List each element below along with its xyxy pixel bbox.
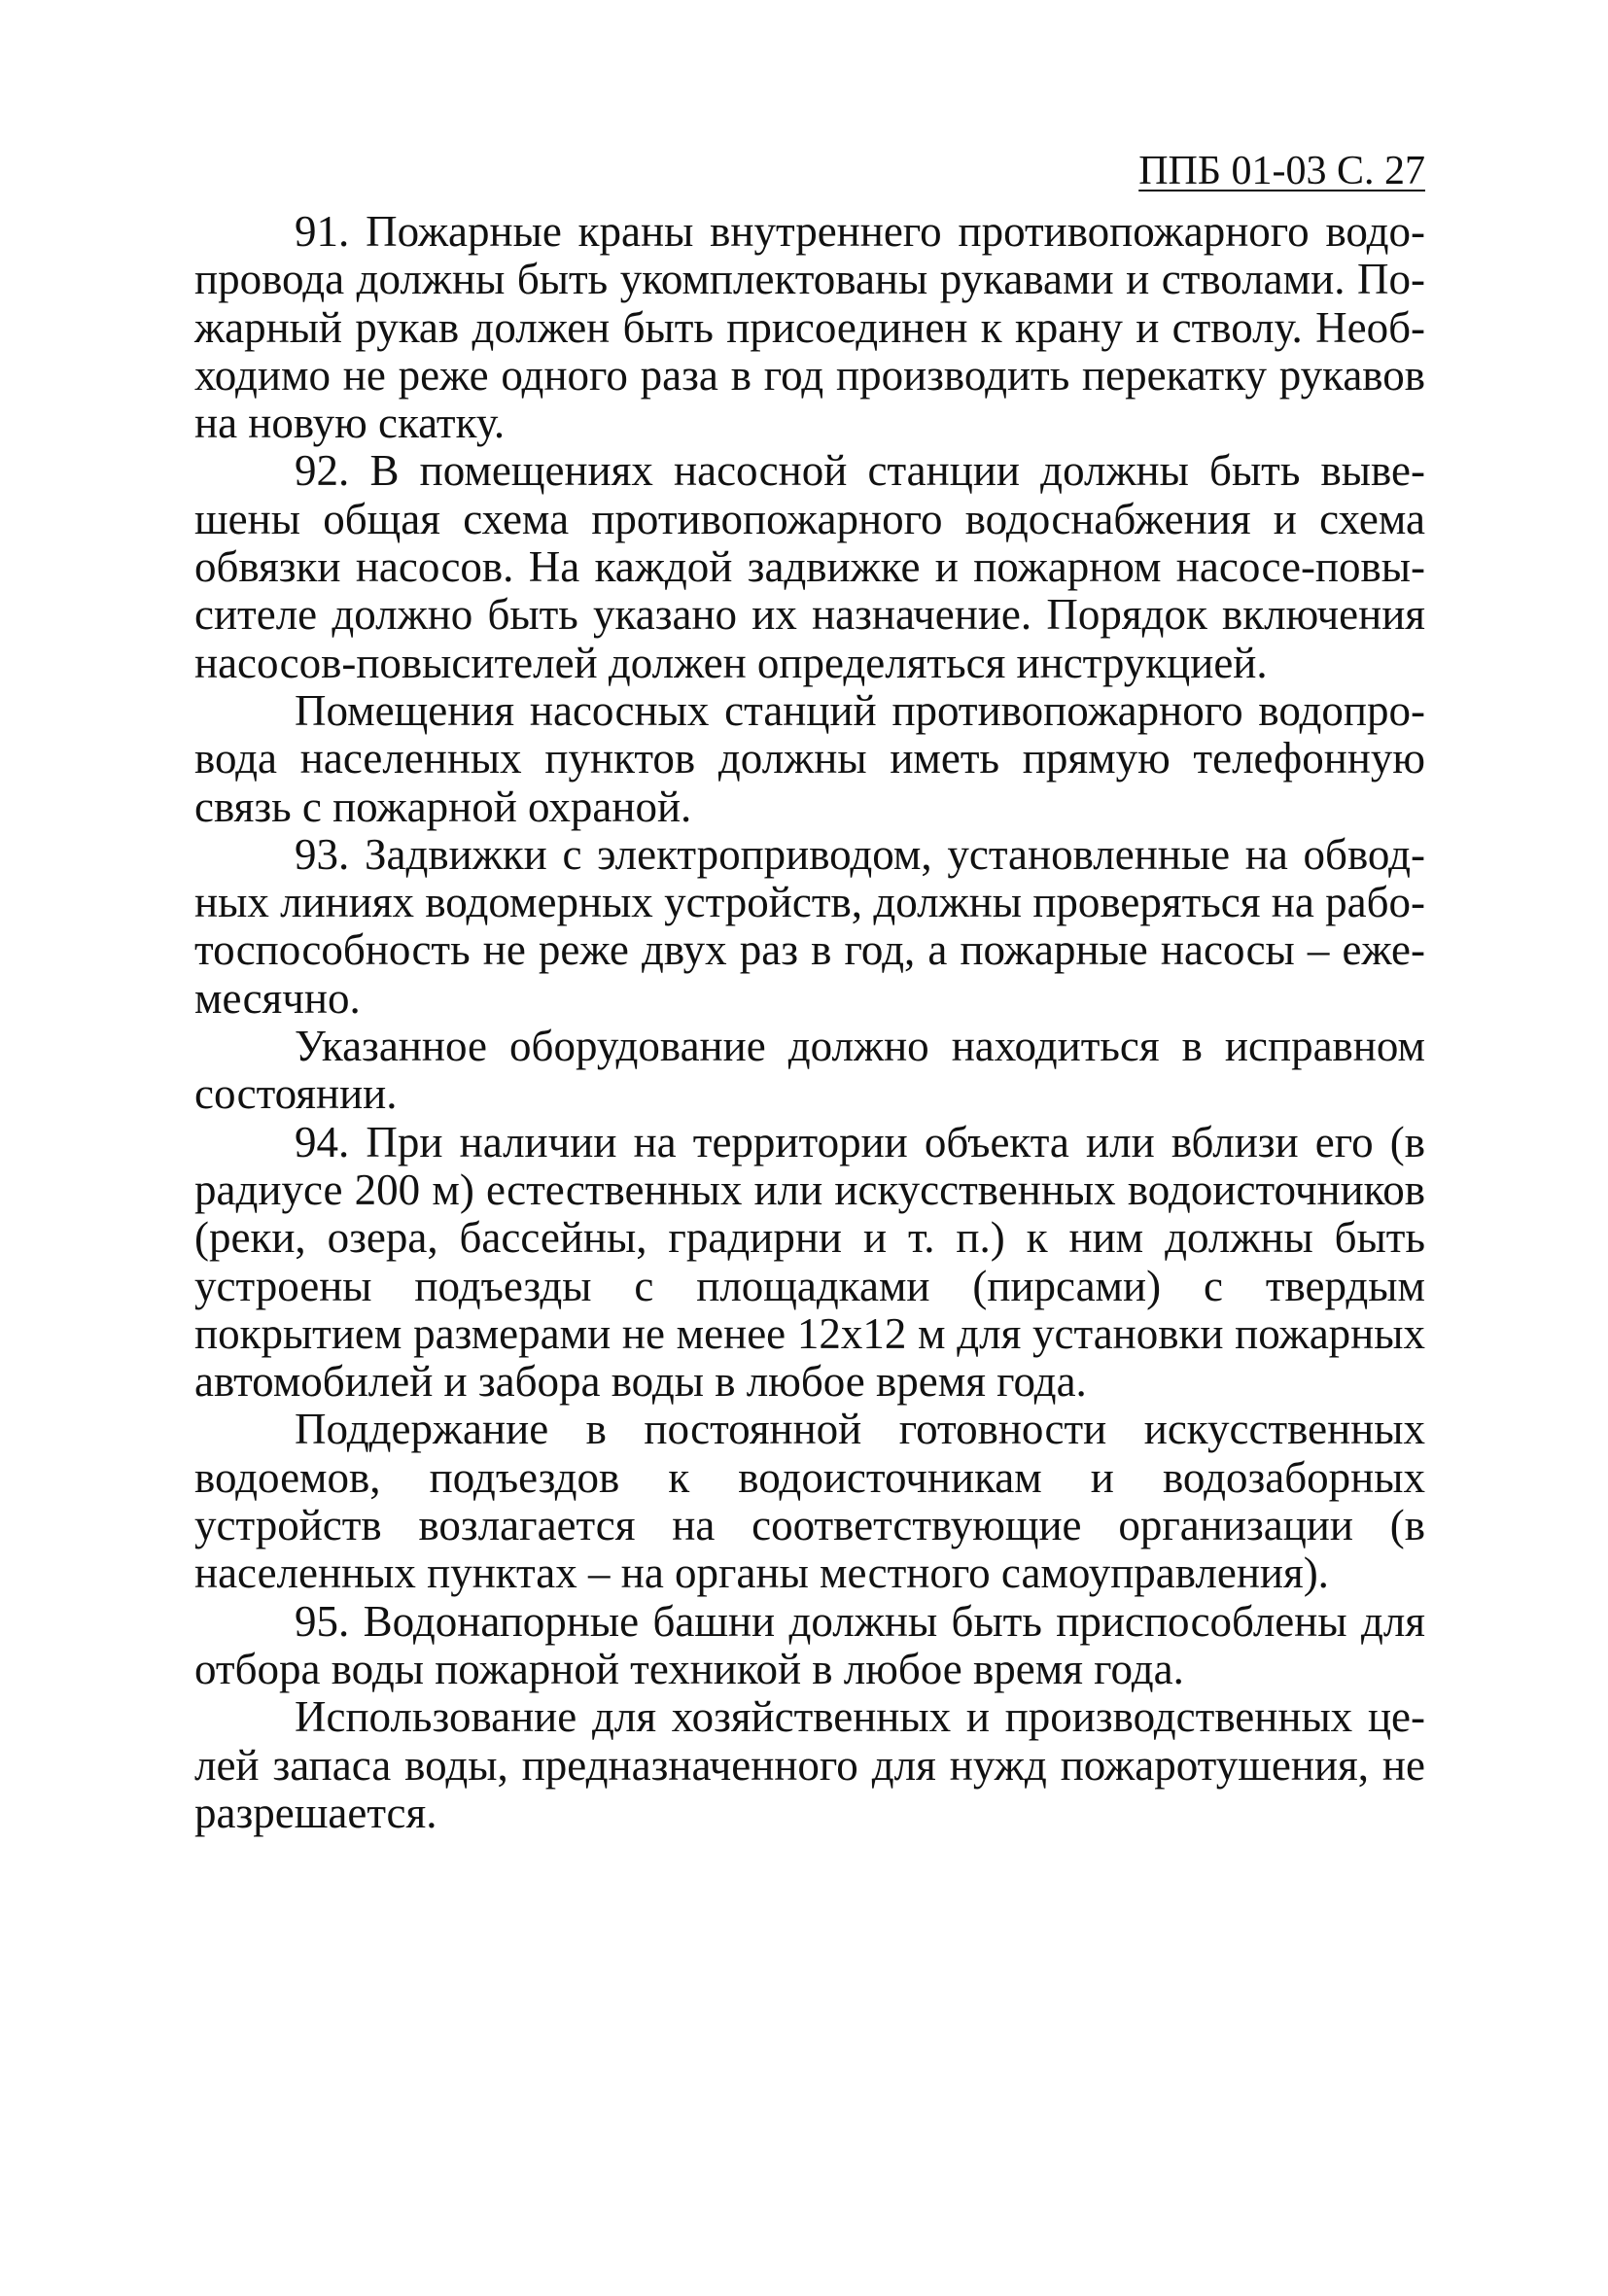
paragraph-item-93: 93. Задвижки с электроприводом, установленные на обводных линиях водомерных устройств, должны проверяться на работоспособность не реже двух раз в год, а пожарные насосы – ежемесячно.	[194, 829, 1425, 1023]
paragraph-item-95: 95. Водонапорные башни должны быть приспособлены для отбора воды пожарной техникой в любое время года.	[194, 1596, 1425, 1693]
paragraph-item-94-continued: Поддержание в постоянной готовности искусственных водоемов, подъездов к водоисточникам и водозаборных устройств возлагается на соответствующие организации (в населенных пунктах – на органы местного самоуправления).	[194, 1405, 1425, 1598]
paragraph-item-95-continued: Использование для хозяйственных и производственных целей запаса воды, предназначенного для нужд пожаротушения, не разрешается.	[194, 1692, 1425, 1837]
paragraph-item-94: 94. При наличии на территории объекта или вблизи его (в радиусе 200 м) естественных или искусственных водоисточников (реки, озера, бассейны, градирни и т. п.) к ним должны быть устроены подъезды с площадками (пирсами) с твердым покрытием размерами не менее 12х12 м для установки пожарных автомобилей и забора воды в любое время года.	[194, 1117, 1425, 1407]
paragraph-item-92: 92. В помещениях насосной станции должны быть вывешены общая схема противопожарного водоснабжения и схема обвязки насосов. На каждой задвижке и пожарном насосе-повысителе должно быть указано их назначение. Порядок включения насосов-повысителей должен определяться инструкцией.	[194, 446, 1425, 687]
paragraph-item-93-continued: Указанное оборудование должно находиться в исправном состоянии.	[194, 1022, 1425, 1119]
document-body	[194, 208, 1425, 1837]
paragraph-item-91: 91. Пожарные краны внутреннего противопожарного водопровода должны быть укомплектованы рукавами и стволами. Пожарный рукав должен быть присоединен к крану и стволу. Необходимо не реже одного раза в год производить перекатку рукавов на новую скатку.	[194, 207, 1425, 448]
paragraph-item-92-continued: Помещения насосных станций противопожарного водопровода населенных пунктов должны иметь прямую телефонную связь с пожарной охраной.	[194, 685, 1425, 831]
page-header-reference: ППБ 01-03 С. 27	[1138, 149, 1425, 193]
